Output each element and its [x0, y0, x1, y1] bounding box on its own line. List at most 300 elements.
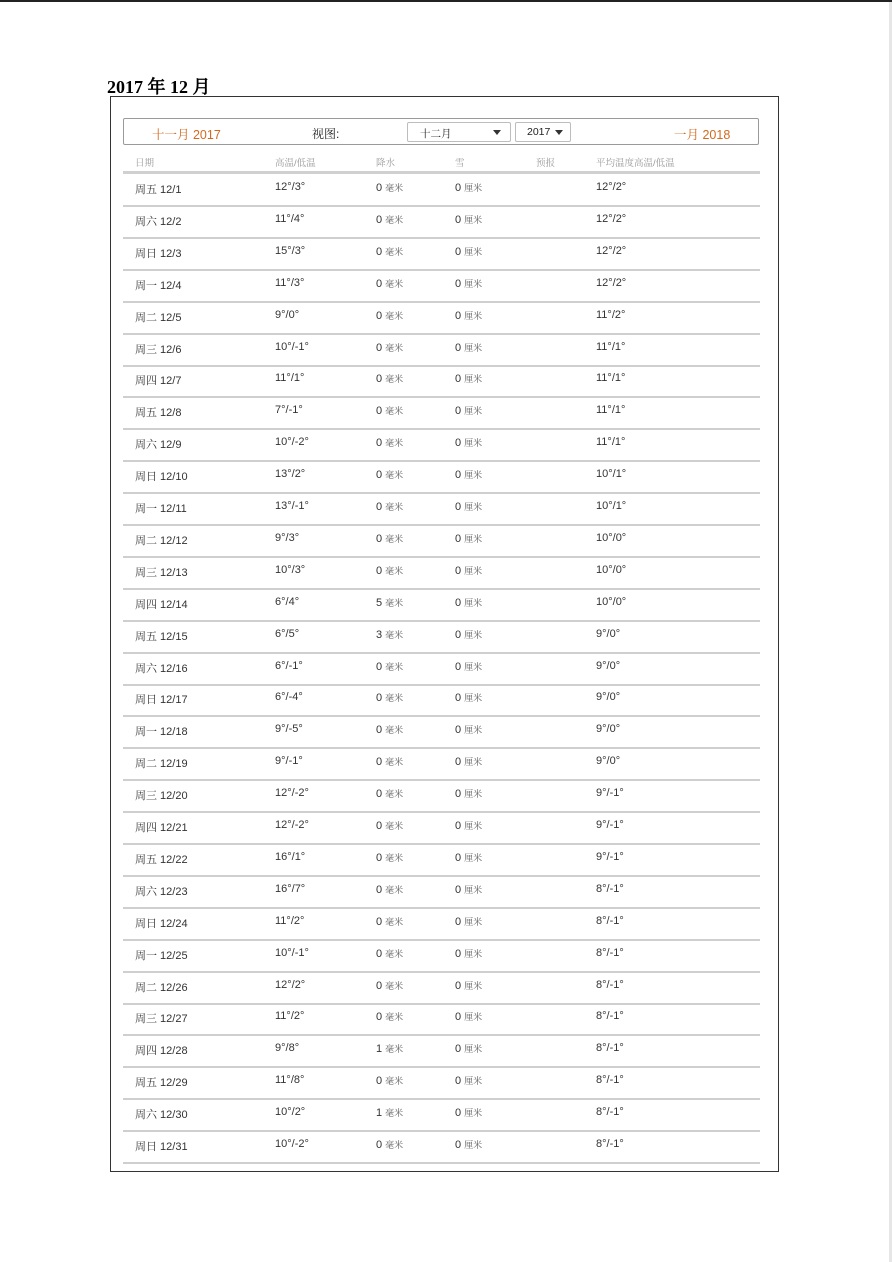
average-cell-value: 9°/0° — [596, 691, 621, 704]
snow-cell-value: 0 — [455, 182, 462, 194]
snow-cell — [455, 181, 482, 194]
date-cell — [135, 723, 188, 739]
page-title: 2017 年 12 月 — [107, 77, 211, 97]
date-cell-value: 周二 12/19 — [135, 758, 188, 771]
precipitation-cell-value: 0 — [376, 373, 383, 386]
precipitation-cell-value: 0 — [376, 437, 383, 450]
average-cell — [596, 372, 625, 384]
precipitation-cell — [376, 755, 403, 768]
high-low-cell-value: 11°/8° — [275, 1074, 305, 1087]
date-cell — [135, 404, 181, 420]
high-low-cell — [275, 691, 303, 703]
high-low-cell-value: 10°/-1° — [275, 340, 309, 353]
precipitation-cell — [376, 596, 403, 609]
precipitation-cell-unit: 毫米 — [385, 565, 404, 576]
snow-cell — [455, 1074, 482, 1087]
date-cell — [135, 979, 188, 995]
date-cell — [135, 277, 181, 293]
snow-cell-unit: 厘米 — [464, 374, 483, 385]
precipitation-cell — [376, 1138, 403, 1151]
date-cell — [135, 1074, 188, 1090]
date-cell-value: 周五 12/1 — [135, 184, 182, 196]
precipitation-cell — [376, 277, 403, 290]
precipitation-cell-value: 0 — [376, 1075, 383, 1088]
table-row — [0, 716, 892, 748]
precipitation-cell-unit: 毫米 — [385, 470, 404, 481]
snow-cell — [455, 979, 482, 992]
snow-cell — [455, 468, 482, 481]
previous-month-link[interactable]: 十一月 2017 — [152, 128, 221, 142]
snow-cell-unit: 厘米 — [464, 789, 483, 800]
precipitation-cell-unit: 毫米 — [385, 725, 404, 736]
month-select[interactable] — [407, 122, 511, 142]
date-cell — [135, 787, 188, 803]
snow-cell-value: 0 — [455, 309, 462, 322]
snow-cell — [455, 404, 482, 417]
snow-cell-unit: 厘米 — [464, 661, 483, 672]
snow-cell — [455, 564, 482, 577]
snow-cell-unit: 厘米 — [464, 1140, 483, 1150]
average-cell — [596, 1010, 624, 1022]
table-row — [0, 684, 892, 716]
precipitation-cell-value: 0 — [376, 532, 383, 545]
snow-cell-unit: 厘米 — [464, 916, 483, 927]
precipitation-cell — [376, 915, 403, 928]
average-cell-value: 11°/1° — [596, 404, 626, 417]
table-row — [0, 940, 892, 972]
snow-cell-unit: 厘米 — [464, 1108, 483, 1119]
precipitation-cell — [376, 691, 403, 704]
precipitation-cell-value: 0 — [376, 405, 383, 418]
snow-cell-value: 0 — [455, 1107, 462, 1120]
table-row — [0, 461, 892, 493]
date-cell-value: 周日 12/3 — [135, 247, 182, 260]
table-row — [0, 302, 892, 334]
precipitation-cell — [376, 979, 403, 992]
average-cell — [596, 213, 626, 225]
snow-cell-unit: 厘米 — [464, 214, 483, 225]
snow-cell — [455, 755, 482, 768]
average-cell — [596, 404, 625, 416]
date-cell — [135, 1042, 188, 1058]
precipitation-cell-value: 0 — [376, 883, 383, 896]
table-row — [0, 780, 892, 812]
high-low-cell-value: 11°/1° — [275, 372, 305, 385]
snow-cell — [455, 213, 482, 226]
date-cell-value: 周六 12/9 — [135, 439, 182, 452]
high-low-cell — [275, 468, 305, 480]
snow-cell — [455, 277, 482, 290]
average-cell — [596, 532, 626, 544]
high-low-cell-value: 9°/-1° — [275, 755, 303, 768]
high-low-cell — [275, 277, 304, 289]
snow-cell-unit: 厘米 — [464, 1044, 483, 1055]
high-low-cell — [275, 181, 305, 193]
chevron-down-icon — [555, 130, 563, 135]
snow-cell-unit: 厘米 — [464, 725, 483, 736]
date-cell-value: 周日 12/10 — [135, 471, 188, 484]
date-cell — [135, 309, 181, 325]
snow-cell-unit: 厘米 — [464, 1012, 483, 1023]
high-low-cell-value: 11°/2° — [275, 1010, 305, 1023]
precipitation-cell — [376, 1042, 403, 1055]
date-cell-value: 周日 12/17 — [135, 694, 188, 707]
snow-cell — [455, 1106, 482, 1119]
snow-cell-value: 0 — [455, 851, 462, 864]
precipitation-cell — [376, 436, 403, 449]
date-cell — [135, 628, 188, 644]
average-cell-value: 10°/0° — [596, 531, 627, 544]
average-cell-value: 9°/0° — [596, 659, 621, 672]
date-cell — [135, 341, 181, 357]
average-cell — [596, 915, 624, 927]
table-row — [0, 1131, 892, 1163]
column-header-precipitation: 降水 — [376, 158, 396, 169]
high-low-cell — [275, 660, 303, 672]
snow-cell-value: 0 — [455, 213, 462, 226]
precipitation-cell-value: 1 — [376, 1043, 383, 1056]
high-low-cell-value: 9°/3° — [275, 531, 300, 544]
high-low-cell — [275, 755, 303, 767]
date-cell-value: 周二 12/12 — [135, 534, 188, 547]
precipitation-cell-unit: 毫米 — [385, 821, 404, 831]
snow-cell-value: 0 — [455, 405, 462, 418]
snow-cell-unit: 厘米 — [464, 884, 483, 895]
high-low-cell-value: 12°/-2° — [275, 819, 309, 831]
precipitation-cell-unit: 毫米 — [385, 374, 404, 385]
precipitation-cell — [376, 947, 403, 960]
high-low-cell — [275, 372, 304, 384]
snow-cell-unit: 厘米 — [464, 278, 483, 289]
date-cell-value: 周三 12/13 — [135, 566, 188, 579]
high-low-cell — [275, 883, 305, 895]
high-low-cell — [275, 1138, 309, 1150]
high-low-cell — [275, 213, 304, 225]
row-divider — [123, 1162, 760, 1164]
precipitation-cell — [376, 564, 403, 577]
snow-cell-unit: 厘米 — [464, 629, 483, 640]
year-select-value: 2017 — [527, 126, 551, 138]
snow-cell — [455, 341, 482, 354]
high-low-cell — [275, 851, 305, 863]
precipitation-cell-unit: 毫米 — [385, 789, 404, 800]
average-cell — [596, 723, 620, 735]
precipitation-cell — [376, 1010, 403, 1023]
average-cell-value: 9°/0° — [596, 723, 621, 736]
average-cell — [596, 883, 624, 895]
high-low-cell — [275, 628, 299, 640]
table-row — [0, 972, 892, 1004]
average-cell — [596, 628, 620, 640]
high-low-cell-value: 9°/-5° — [275, 723, 303, 736]
precipitation-cell — [376, 372, 403, 385]
snow-cell-value: 0 — [455, 820, 462, 832]
high-low-cell-value: 13°/-1° — [275, 500, 309, 512]
table-row — [0, 238, 892, 270]
precipitation-cell-unit: 毫米 — [385, 278, 404, 289]
snow-cell-value: 0 — [455, 564, 462, 577]
precipitation-cell — [376, 723, 403, 736]
date-cell — [135, 1106, 188, 1122]
snow-cell — [455, 819, 482, 832]
high-low-cell-value: 10°/-2° — [275, 1138, 309, 1150]
high-low-cell — [275, 947, 309, 959]
average-cell-value: 9°/-1° — [596, 819, 624, 831]
column-header-snow: 雪 — [455, 158, 465, 169]
precipitation-cell-value: 0 — [376, 277, 383, 290]
snow-cell-unit: 厘米 — [464, 757, 483, 768]
high-low-cell — [275, 245, 305, 257]
precipitation-cell-unit: 毫米 — [385, 661, 404, 672]
average-cell-value: 11°/1° — [596, 372, 626, 385]
average-cell-value: 8°/-1° — [596, 882, 624, 895]
snow-cell-value: 0 — [455, 373, 462, 386]
snow-cell — [455, 1138, 482, 1151]
average-cell-value: 9°/-1° — [596, 787, 624, 800]
column-header-date: 日期 — [135, 158, 155, 169]
average-cell — [596, 979, 624, 991]
average-cell-value: 9°/-1° — [596, 850, 624, 863]
snow-cell-unit: 厘米 — [464, 406, 483, 417]
average-cell — [596, 1138, 624, 1150]
precipitation-cell-value: 0 — [376, 245, 383, 258]
average-cell — [596, 500, 626, 512]
table-row — [0, 525, 892, 557]
high-low-cell — [275, 915, 304, 927]
average-cell — [596, 277, 626, 289]
high-low-cell — [275, 819, 309, 831]
high-low-cell — [275, 1074, 304, 1086]
snow-cell-value: 0 — [455, 277, 462, 290]
precipitation-cell — [376, 468, 403, 481]
snow-cell-value: 0 — [455, 883, 462, 896]
high-low-cell-value: 12°/3° — [275, 181, 306, 193]
snow-cell-value: 0 — [455, 532, 462, 545]
precipitation-cell-value: 0 — [376, 947, 383, 960]
snow-cell-unit: 厘米 — [464, 597, 483, 608]
snow-cell-value: 0 — [455, 1075, 462, 1088]
precipitation-cell — [376, 532, 403, 545]
precipitation-cell-unit: 毫米 — [385, 629, 404, 640]
high-low-cell-value: 6°/-4° — [275, 691, 303, 704]
high-low-cell — [275, 500, 309, 512]
high-low-cell-value: 6°/-1° — [275, 659, 303, 672]
average-cell-value: 9°/0° — [596, 755, 621, 768]
snow-cell — [455, 851, 482, 864]
date-cell-value: 周五 12/29 — [135, 1077, 188, 1090]
date-cell-value: 周日 12/24 — [135, 917, 188, 930]
precipitation-cell-unit: 毫米 — [385, 1108, 404, 1119]
average-cell-value: 10°/1° — [596, 500, 627, 512]
date-cell-value: 周日 12/31 — [135, 1141, 188, 1153]
column-header-average: 平均温度高温/低温 — [596, 158, 675, 169]
table-row — [0, 844, 892, 876]
precipitation-cell-value: 0 — [376, 1139, 383, 1151]
next-month-link[interactable]: 一月 2018 — [674, 128, 731, 142]
snow-cell — [455, 660, 482, 673]
date-cell-value: 周四 12/7 — [135, 375, 182, 388]
high-low-cell-value: 11°/3° — [275, 276, 305, 289]
high-low-cell — [275, 596, 299, 608]
date-cell-value: 周二 12/5 — [135, 311, 182, 324]
average-cell-value: 10°/0° — [596, 563, 627, 576]
table-row — [0, 812, 892, 844]
precipitation-cell-value: 0 — [376, 1011, 383, 1024]
table-row — [0, 653, 892, 685]
precipitation-cell — [376, 213, 403, 226]
average-cell — [596, 1106, 624, 1118]
average-cell — [596, 181, 626, 193]
high-low-cell-value: 10°/3° — [275, 563, 306, 576]
precipitation-cell-unit: 毫米 — [385, 502, 404, 512]
average-cell — [596, 564, 626, 576]
snow-cell — [455, 436, 482, 449]
snow-cell-unit: 厘米 — [464, 693, 483, 704]
high-low-cell — [275, 309, 299, 321]
high-low-cell — [275, 723, 303, 735]
high-low-cell — [275, 979, 305, 991]
snow-cell-unit: 厘米 — [464, 342, 483, 353]
high-low-cell-value: 11°/4° — [275, 212, 305, 225]
average-cell-value: 8°/-1° — [596, 914, 624, 927]
high-low-cell-value: 11°/2° — [275, 914, 305, 927]
date-cell — [135, 372, 181, 388]
month-select-value: 十二月 — [420, 128, 452, 140]
snow-cell-value: 0 — [455, 979, 462, 992]
average-cell-value: 8°/-1° — [596, 1042, 624, 1055]
high-low-cell-value: 9°/8° — [275, 1042, 300, 1055]
date-cell-value: 周三 12/27 — [135, 1013, 188, 1026]
date-cell — [135, 245, 181, 261]
precipitation-cell-unit: 毫米 — [385, 533, 404, 544]
precipitation-cell-value: 0 — [376, 213, 383, 226]
high-low-cell — [275, 564, 305, 576]
precipitation-cell — [376, 1074, 403, 1087]
date-cell-value: 周一 12/25 — [135, 949, 188, 962]
table-row — [0, 589, 892, 621]
precipitation-cell-unit: 毫米 — [385, 948, 404, 959]
date-cell — [135, 660, 188, 676]
date-cell — [135, 181, 181, 197]
precipitation-cell-unit: 毫米 — [385, 1012, 404, 1023]
average-cell — [596, 691, 620, 703]
precipitation-cell-unit: 毫米 — [385, 916, 404, 927]
top-rule — [0, 0, 892, 2]
average-cell-value: 8°/-1° — [596, 1106, 624, 1119]
date-cell — [135, 851, 188, 867]
table-row — [0, 206, 892, 238]
snow-cell-value: 0 — [455, 437, 462, 450]
date-cell — [135, 468, 188, 484]
average-cell-value: 11°/1° — [596, 436, 626, 449]
snow-cell-value: 0 — [455, 501, 462, 513]
precipitation-cell — [376, 341, 403, 354]
precipitation-cell-value: 5 — [376, 596, 383, 609]
high-low-cell-value: 13°/2° — [275, 468, 306, 481]
date-cell — [135, 436, 181, 452]
precipitation-cell-unit: 毫米 — [385, 183, 404, 193]
table-row — [0, 1099, 892, 1131]
average-cell — [596, 1074, 624, 1086]
high-low-cell-value: 6°/5° — [275, 627, 300, 640]
table-row — [0, 334, 892, 366]
date-cell-value: 周一 12/11 — [135, 503, 187, 515]
date-cell-value: 周一 12/4 — [135, 279, 182, 292]
high-low-cell — [275, 787, 309, 799]
precipitation-cell — [376, 245, 403, 258]
average-cell-value: 8°/-1° — [596, 1138, 624, 1150]
table-row — [0, 748, 892, 780]
average-cell-value: 10°/0° — [596, 595, 627, 608]
view-label: 视图: — [312, 127, 340, 141]
precipitation-cell-unit: 毫米 — [385, 1076, 404, 1087]
snow-cell-value: 0 — [455, 915, 462, 928]
average-cell-value: 11°/2° — [596, 308, 626, 321]
average-cell — [596, 1042, 624, 1054]
date-cell-value: 周四 12/14 — [135, 598, 188, 611]
date-cell-value: 周六 12/16 — [135, 662, 188, 675]
date-cell — [135, 755, 188, 771]
high-low-cell — [275, 532, 299, 544]
snow-cell-unit: 厘米 — [464, 852, 483, 863]
snow-cell-value: 0 — [455, 469, 462, 482]
average-cell — [596, 436, 625, 448]
snow-cell — [455, 628, 482, 641]
year-select[interactable] — [515, 122, 571, 142]
snow-cell — [455, 372, 482, 385]
precipitation-cell-unit: 毫米 — [385, 246, 404, 257]
table-row — [0, 174, 892, 206]
average-cell — [596, 309, 625, 321]
precipitation-cell-unit: 毫米 — [385, 980, 404, 991]
date-cell — [135, 532, 188, 548]
date-cell — [135, 596, 188, 612]
high-low-cell — [275, 404, 303, 416]
average-cell-value: 8°/-1° — [596, 1010, 624, 1023]
precipitation-cell-value: 1 — [376, 1107, 383, 1120]
date-cell — [135, 947, 188, 963]
date-cell-value: 周六 12/2 — [135, 215, 182, 228]
date-cell-value: 周一 12/18 — [135, 726, 188, 739]
snow-cell-unit: 厘米 — [464, 980, 483, 991]
date-cell-value: 周五 12/15 — [135, 630, 188, 643]
snow-cell-value: 0 — [455, 596, 462, 609]
chevron-down-icon — [493, 130, 501, 135]
precipitation-cell-value: 0 — [376, 182, 383, 194]
high-low-cell-value: 10°/-1° — [275, 946, 309, 959]
snow-cell-unit: 厘米 — [464, 246, 483, 257]
date-cell — [135, 915, 188, 931]
high-low-cell-value: 9°/0° — [275, 308, 300, 321]
high-low-cell — [275, 341, 309, 353]
precipitation-cell-value: 0 — [376, 724, 383, 737]
date-cell — [135, 1138, 188, 1154]
snow-cell-unit: 厘米 — [464, 948, 483, 959]
table-row — [0, 365, 892, 397]
snow-cell — [455, 1042, 482, 1055]
table-row — [0, 270, 892, 302]
precipitation-cell-unit: 毫米 — [385, 693, 404, 704]
date-cell-value: 周三 12/6 — [135, 343, 182, 356]
date-cell-value: 周四 12/28 — [135, 1045, 188, 1058]
snow-cell-value: 0 — [455, 756, 462, 769]
precipitation-cell — [376, 500, 403, 513]
high-low-cell-value: 16°/7° — [275, 882, 306, 895]
precipitation-cell-unit: 毫米 — [385, 214, 404, 225]
snow-cell-value: 0 — [455, 724, 462, 737]
snow-cell — [455, 691, 482, 704]
table-row — [0, 876, 892, 908]
